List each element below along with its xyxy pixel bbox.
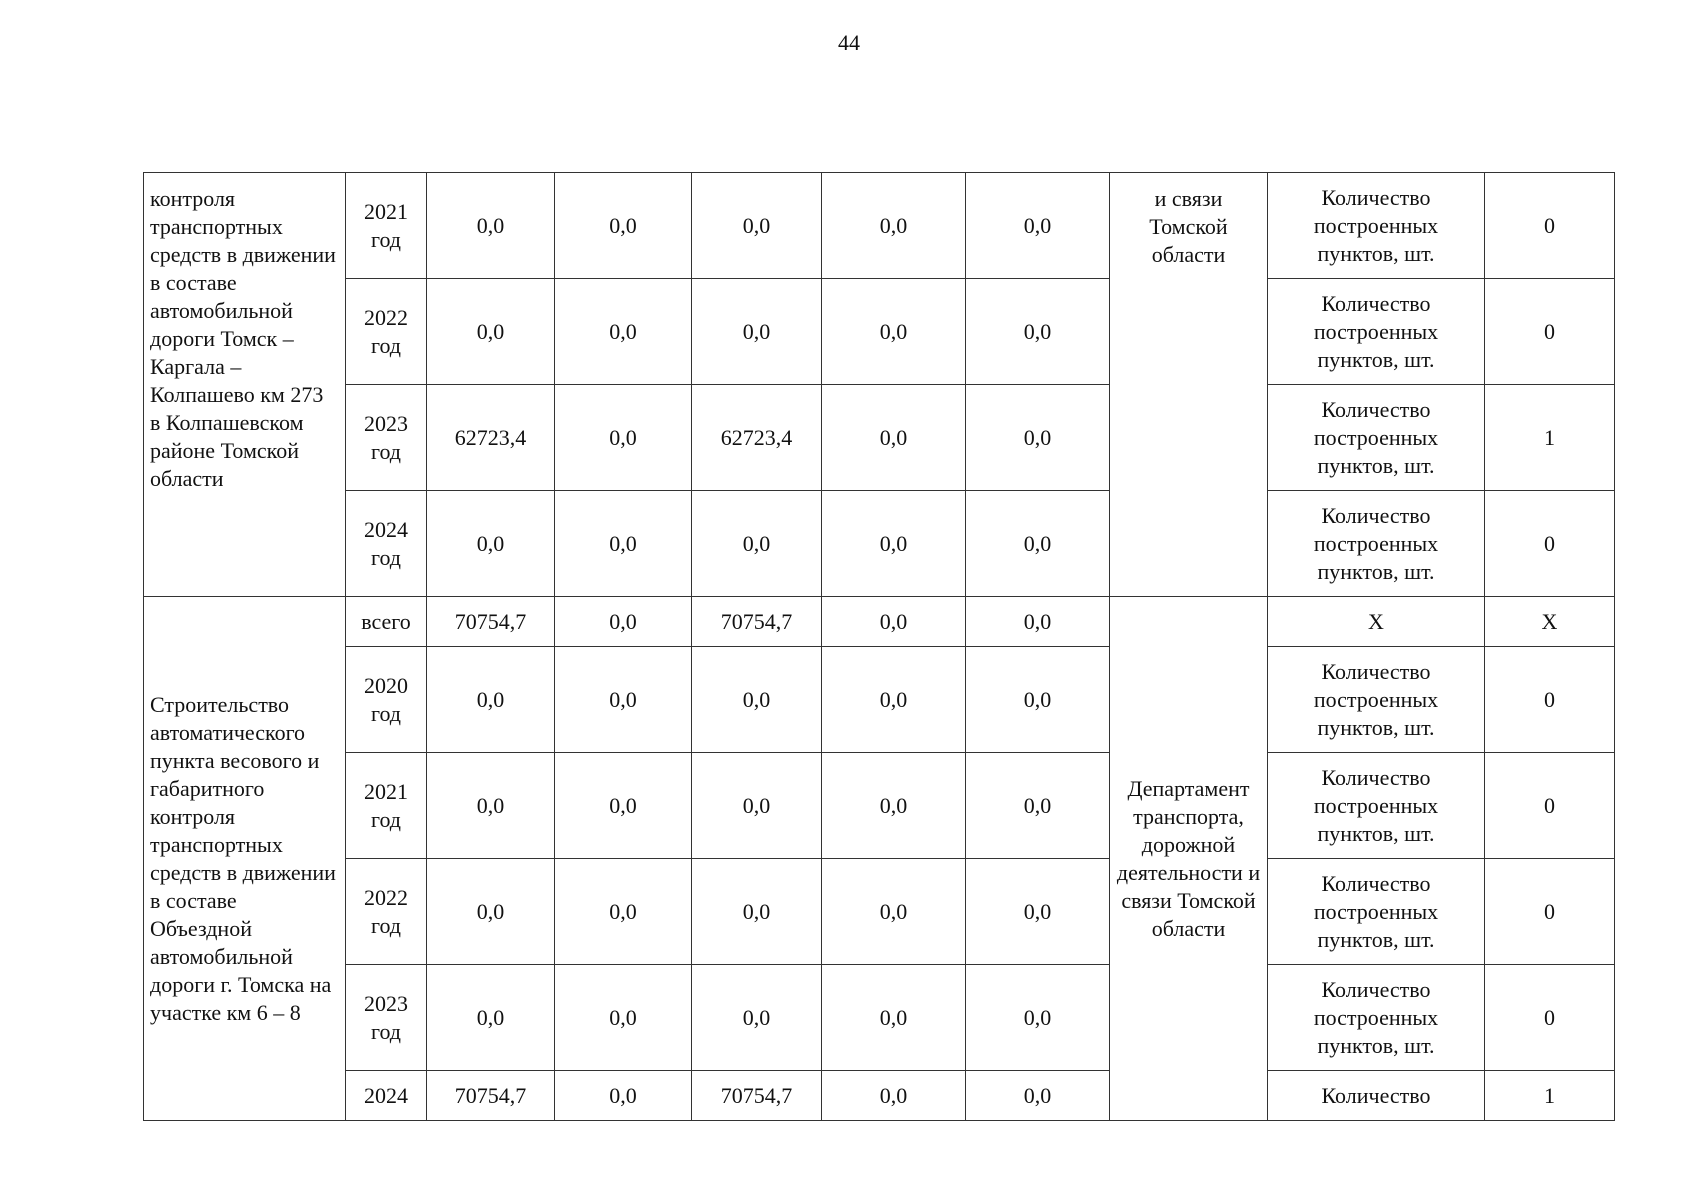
indicator-cell: Количество построенных пунктов, шт.: [1268, 491, 1485, 597]
value-cell: 0,0: [555, 385, 692, 491]
table-row: [144, 491, 1615, 597]
event-name-cell: контроля транспортных средств в движении в составе автомобильной дороги Томск – Каргала – Колпашево км 273 в Колпашевском районе Томской области: [144, 173, 346, 597]
value-cell: 0,0: [966, 279, 1110, 385]
result-cell: 1: [1485, 385, 1615, 491]
value-cell: 0,0: [966, 965, 1110, 1071]
value-cell: 0,0: [966, 597, 1110, 647]
value-cell: 0,0: [822, 491, 966, 597]
value-cell: 0,0: [427, 491, 555, 597]
value-cell: 0,0: [966, 1071, 1110, 1121]
result-cell: 0: [1485, 965, 1615, 1071]
year-cell: 2020 год: [346, 647, 427, 753]
indicator-cell: Количество построенных пунктов, шт.: [1268, 753, 1485, 859]
table-row: [144, 1071, 1615, 1121]
value-cell: 62723,4: [692, 385, 822, 491]
value-cell: 0,0: [692, 491, 822, 597]
year-cell: 2024: [346, 1071, 427, 1121]
table-row: [144, 753, 1615, 859]
value-cell: 0,0: [692, 647, 822, 753]
result-cell: 1: [1485, 1071, 1615, 1121]
event-name-cell: Строительство автоматического пункта весового и габаритного контроля транспортных средств в движении в составе Объездной автомобильной дороги г. Томска на участке км 6 – 8: [144, 597, 346, 1121]
value-cell: 0,0: [822, 753, 966, 859]
value-cell: 0,0: [966, 173, 1110, 279]
table-row: [144, 859, 1615, 965]
year-cell: 2023 год: [346, 385, 427, 491]
value-cell: 0,0: [966, 753, 1110, 859]
value-cell: 0,0: [555, 965, 692, 1071]
indicator-cell: Количество построенных пунктов, шт.: [1268, 859, 1485, 965]
program-table: [143, 172, 1615, 1121]
year-cell: 2024 год: [346, 491, 427, 597]
department-cell: Департамент транспорта, дорожной деятельности и связи Томской области: [1110, 597, 1268, 1121]
value-cell: 0,0: [966, 385, 1110, 491]
table-row: [144, 597, 1615, 647]
value-cell: 0,0: [692, 753, 822, 859]
value-cell: 0,0: [822, 1071, 966, 1121]
year-cell: 2022 год: [346, 279, 427, 385]
year-cell: 2022 год: [346, 859, 427, 965]
indicator-cell: Количество построенных пунктов, шт.: [1268, 173, 1485, 279]
value-cell: 0,0: [966, 491, 1110, 597]
table-row: [144, 385, 1615, 491]
indicator-cell: X: [1268, 597, 1485, 647]
page-number: 44: [838, 30, 860, 55]
value-cell: 0,0: [692, 173, 822, 279]
value-cell: 70754,7: [692, 1071, 822, 1121]
indicator-cell: Количество: [1268, 1071, 1485, 1121]
value-cell: 0,0: [427, 965, 555, 1071]
result-cell: 0: [1485, 859, 1615, 965]
value-cell: 0,0: [692, 965, 822, 1071]
value-cell: 0,0: [822, 597, 966, 647]
value-cell: 0,0: [822, 965, 966, 1071]
department-cell: и связи Томской области: [1110, 173, 1268, 597]
value-cell: 0,0: [427, 647, 555, 753]
value-cell: 0,0: [822, 647, 966, 753]
value-cell: 0,0: [555, 491, 692, 597]
value-cell: 0,0: [966, 647, 1110, 753]
year-cell: всего: [346, 597, 427, 647]
indicator-cell: Количество построенных пунктов, шт.: [1268, 385, 1485, 491]
value-cell: 0,0: [822, 173, 966, 279]
value-cell: 0,0: [555, 647, 692, 753]
value-cell: 0,0: [822, 859, 966, 965]
value-cell: 0,0: [966, 859, 1110, 965]
value-cell: 0,0: [427, 859, 555, 965]
table-row: [144, 647, 1615, 753]
value-cell: 0,0: [555, 597, 692, 647]
value-cell: 62723,4: [427, 385, 555, 491]
table-row: [144, 965, 1615, 1071]
value-cell: 0,0: [555, 173, 692, 279]
table-row: [144, 279, 1615, 385]
indicator-cell: Количество построенных пунктов, шт.: [1268, 279, 1485, 385]
indicator-cell: Количество построенных пунктов, шт.: [1268, 965, 1485, 1071]
value-cell: 70754,7: [427, 1071, 555, 1121]
result-cell: 0: [1485, 173, 1615, 279]
value-cell: 0,0: [555, 859, 692, 965]
year-cell: 2023 год: [346, 965, 427, 1071]
table-row: [144, 173, 1615, 279]
year-cell: 2021 год: [346, 753, 427, 859]
result-cell: 0: [1485, 279, 1615, 385]
value-cell: 0,0: [427, 279, 555, 385]
indicator-cell: Количество построенных пунктов, шт.: [1268, 647, 1485, 753]
value-cell: 0,0: [692, 279, 822, 385]
value-cell: 70754,7: [692, 597, 822, 647]
result-cell: 0: [1485, 491, 1615, 597]
value-cell: 70754,7: [427, 597, 555, 647]
value-cell: 0,0: [427, 753, 555, 859]
value-cell: 0,0: [555, 1071, 692, 1121]
value-cell: 0,0: [555, 753, 692, 859]
result-cell: X: [1485, 597, 1615, 647]
result-cell: 0: [1485, 647, 1615, 753]
value-cell: 0,0: [692, 859, 822, 965]
result-cell: 0: [1485, 753, 1615, 859]
value-cell: 0,0: [822, 385, 966, 491]
value-cell: 0,0: [555, 279, 692, 385]
value-cell: 0,0: [822, 279, 966, 385]
value-cell: 0,0: [427, 173, 555, 279]
year-cell: 2021 год: [346, 173, 427, 279]
